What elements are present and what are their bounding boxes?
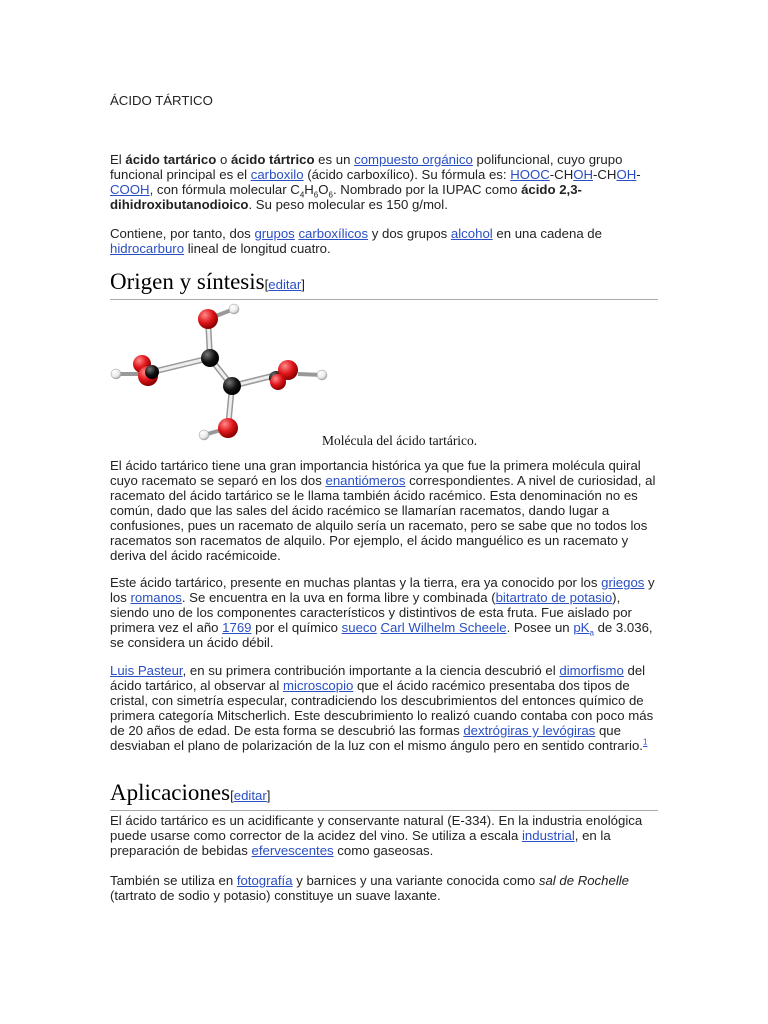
link-efervescentes[interactable]: efervescentes <box>251 843 334 858</box>
hydrogen-atom <box>317 370 327 380</box>
contains-paragraph <box>110 226 658 256</box>
link-cooh[interactable]: COOH <box>110 182 150 197</box>
link-microscopio[interactable]: microscopio <box>282 678 354 693</box>
link-grupos[interactable]: grupos <box>254 226 295 241</box>
link-hooc[interactable]: HOOC <box>510 167 550 182</box>
text: o <box>216 152 231 167</box>
text: . Posee un <box>506 620 574 635</box>
edit-bracket <box>230 788 270 803</box>
edit-bracket <box>265 277 305 292</box>
link-oh[interactable]: OH <box>573 167 594 182</box>
bold-term: ácido tartárico <box>125 152 217 167</box>
link-luis-pasteur[interactable]: Luis Pasteur <box>110 663 183 678</box>
link-oh[interactable]: OH <box>616 167 637 182</box>
bracket: ] <box>266 788 271 803</box>
text: Contiene, por tanto, dos <box>110 226 255 241</box>
tartaric-acid-molecule-image <box>108 302 328 444</box>
text: correspondientes. A nivel de curiosidad, al racemato del ácido tartárico se le llama también ácido racémico. Esta denominación no es común, dado que las sales del ácido racémico se llamarían racematos, dando lugar a confusiones, pues un racemato de alquilo sería un racemato, pero se sabe que no todos los racematos son racematos de alquilo. Por ejemplo, el ácido manguélico es un racemato y deriva del ácido racémicoide. <box>110 473 656 563</box>
edit-link[interactable]: editar <box>233 788 267 803</box>
link-compuesto-organico[interactable]: compuesto orgánico <box>354 152 473 167</box>
text: , con fórmula molecular C <box>149 182 300 197</box>
uses-paragraph <box>110 873 658 903</box>
intro-paragraph <box>110 152 658 212</box>
link-fotografia[interactable]: fotografía <box>236 873 293 888</box>
text: que desviaban el plano de polarización de la luz con el mismo ángulo pero en sentido contrario. <box>110 723 643 753</box>
text: - <box>636 167 641 182</box>
text: del ácido tartárico, al observar al <box>110 663 646 693</box>
text: El ácido tartárico es un acidificante y conservante natural (E-334). En la industria enológica puede usarse como corrector de la acidez del vino. Se utiliza a escala <box>110 813 643 843</box>
text: -CH <box>593 167 617 182</box>
link-bitartrato-de-potasio[interactable]: bitartrato de potasio <box>495 590 613 605</box>
text: . Se encuentra en la uva en forma libre y combinada ( <box>181 590 496 605</box>
hydrogen-atom <box>229 304 239 314</box>
text: y los <box>110 575 655 605</box>
bracket: [ <box>264 277 269 292</box>
bracket: [ <box>230 788 234 803</box>
carbon-atom <box>201 349 219 367</box>
reference-link[interactable]: 1 <box>642 737 648 747</box>
origin-paragraph <box>110 575 658 650</box>
text: y barnices y una variante conocida como <box>292 873 539 888</box>
subscript: 6 <box>328 190 333 200</box>
subscript: a <box>589 628 594 638</box>
text: ), siendo uno de los componentes característicos y distintivos de esta fruta. Fue aislado por primera vez el año <box>110 590 632 635</box>
italic-term: sal de Rochelle <box>538 873 630 888</box>
oxygen-atom <box>218 418 238 438</box>
link-pka[interactable] <box>573 620 594 638</box>
bold-term: ácido 2,3-dihidroxibutanodioico <box>110 182 582 212</box>
text: lineal de longitud cuatro. <box>184 241 331 256</box>
document-title: ÁCIDO TÁRTICO <box>110 93 213 108</box>
link-carboxilicos[interactable]: carboxílicos <box>298 226 369 241</box>
bold-term: ácido tártrico <box>230 152 315 167</box>
text: polifuncional, cuyo grupo funcional principal es el <box>110 152 623 182</box>
link-carboxilo[interactable]: carboxilo <box>250 167 304 182</box>
link-alcohol[interactable]: alcohol <box>450 226 493 241</box>
text: O <box>318 182 329 197</box>
text: -CH <box>549 167 574 182</box>
section-heading-origen <box>110 269 658 300</box>
link-1769[interactable]: 1769 <box>222 620 252 635</box>
link-carl-wilhelm-scheele[interactable]: Carl Wilhelm Scheele <box>380 620 507 635</box>
link-text: pK <box>573 620 590 635</box>
text: . Su peso molecular es 150 g/mol. <box>248 197 448 212</box>
subscript: 6 <box>313 190 319 200</box>
text: de 3.036, se considera un ácido débil. <box>110 620 653 650</box>
pasteur-paragraph <box>110 663 658 753</box>
hydrogen-atom <box>111 369 121 379</box>
edit-link[interactable]: editar <box>268 277 302 292</box>
hydrogen-atom <box>199 430 209 440</box>
link-industrial[interactable]: industrial <box>521 828 575 843</box>
heading-text: Origen y síntesis <box>110 269 265 294</box>
text: H <box>304 182 314 197</box>
text: es un <box>314 152 355 167</box>
link-sueco[interactable]: sueco <box>341 620 377 635</box>
link-enantiomeros[interactable]: enantiómeros <box>325 473 406 488</box>
oxygen-atom <box>270 374 286 390</box>
history-paragraph <box>110 458 658 563</box>
heading-text: Aplicaciones <box>110 780 231 805</box>
text: que el ácido racémico presentaba dos tipos de cristal, con simetría especular, contradiciendo los descubrimientos del entonces químico de primera categoría Mitscherlich. Este descubrimiento lo realizó cuando contaba con poco más de 20 años de edad. De esta forma se descubrió las formas <box>110 678 654 738</box>
carbon-atom <box>223 377 241 395</box>
text: . Nombrado por la IUPAC como <box>332 182 522 197</box>
text: El ácido tartárico tiene una gran importancia histórica ya que fue la primera molécula quiral cuyo racemato se separó en los dos <box>110 458 641 488</box>
applications-paragraph <box>110 813 658 858</box>
text: en una cadena de <box>492 226 602 241</box>
link-griegos[interactable]: griegos <box>601 575 645 590</box>
subscript: 4 <box>299 190 305 200</box>
bracket: ] <box>301 277 305 292</box>
carbon-atom <box>145 365 159 379</box>
section-heading-aplicaciones <box>110 780 658 811</box>
text: como gaseosas. <box>333 843 434 858</box>
link-dimorfismo[interactable]: dimorfismo <box>559 663 624 678</box>
link-dextrogiras-levogiras[interactable]: dextrógiras y levógiras <box>463 723 596 738</box>
text: El <box>110 152 126 167</box>
link-hidrocarburo[interactable]: hidrocarburo <box>110 241 185 256</box>
text: Este ácido tartárico, presente en muchas plantas y la tierra, era ya conocido por los <box>110 575 602 590</box>
text: por el químico <box>251 620 342 635</box>
text: , en la preparación de bebidas <box>110 828 611 858</box>
link-romanos[interactable]: romanos <box>130 590 182 605</box>
text: y dos grupos <box>368 226 451 241</box>
oxygen-atom <box>198 309 218 329</box>
text: También se utiliza en <box>110 873 237 888</box>
text: (tartrato de sodio y potasio) constituye un suave laxante. <box>110 888 441 903</box>
figure-caption: Molécula del ácido tartárico. <box>322 433 478 448</box>
text: , en su primera contribución importante a la ciencia descubrió el <box>182 663 560 678</box>
text: (ácido carboxílico). Su fórmula es: <box>303 167 511 182</box>
